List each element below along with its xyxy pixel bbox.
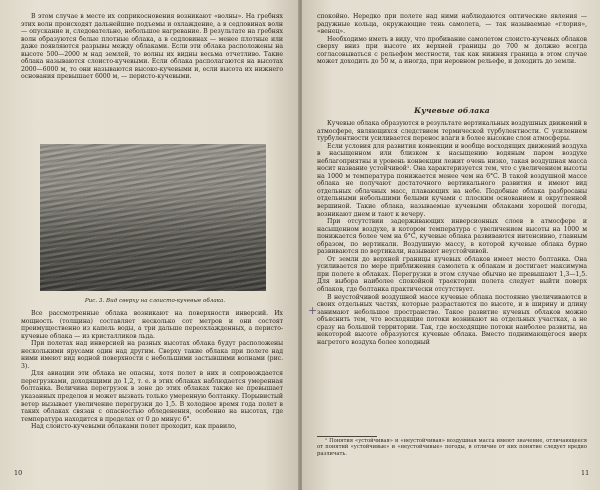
right-section-text xyxy=(317,120,587,346)
section-heading: Кучевые облака xyxy=(414,106,490,115)
right-paragraph: При отсутствии задерживающих инверсионных слоев в атмосфере и насыщенном воздухе, в котором температура с увеличением высоты на 1000 м понижается более чем на 6°С, кучевые облака развиваются интенсивно, главным образом, по вертикали. Воздушную массу, в которой кучевые облака бурно развиваются по вертикали, называют неустойчивой. xyxy=(317,218,587,256)
pencil-mark: + xyxy=(308,304,318,317)
left-paragraph: Все рассмотренные облака возникают на поверхности инверсий. Их мощность (толщина) составляет несколько сот метров и они состоят преимущественно из капель воды, а три дальше переохлажденных, а перисто-кучевые облака — из кристалликов льда. xyxy=(21,310,283,340)
right-page-number: 11 xyxy=(581,469,590,477)
left-paragraph: Для авиации эти облака не опасны, хотя полет в них и сопровождается перегрузками, доходящими до 1,2, т. е. в этих облаках наблюдается умеренная болтанка. Величина перегрузок в зоне до этих облаках также не превышает указанных пределов и может вызвать только умеренную болтанку. Порывистый ветер вызывает увеличение перегрузки до 1,5. В холодное время года полет в таких облаках связан с опасностью обледенения, особенно на высотах, где температура находится в пределах от 0 до минус 6°. xyxy=(21,370,283,423)
left-bottom-text xyxy=(21,310,283,431)
figure-caption: Рис. 3. Вид сверху на слоисто-кучевые облака. xyxy=(84,298,226,304)
footnote-text: ¹ Понятия «устойчивая» и «неустойчивая» воздушная масса имеют значение, отличающееся от понятий «устойчивые» и «неустойчивые» погоды, в отличие от них понятие следует вредно различать. xyxy=(317,438,587,457)
cloud-photo xyxy=(40,144,266,291)
left-paragraph: Над слоисто-кучевыми облаками полет проходит, как правило, xyxy=(31,423,237,431)
left-page-number: 10 xyxy=(14,469,23,477)
footnote xyxy=(317,438,587,457)
right-paragraph: Кучевые облака образуются в результате вертикальных воздушных движений в атмосфере, являющихся следствием термической турбулентности. С усилением турбулентности усиливается перенос влаги в более высокие слои атмосферы. xyxy=(317,120,587,143)
right-page xyxy=(302,0,600,490)
footnote-divider xyxy=(317,436,377,437)
right-paragraph: От земли до верхней границы кучевых облаков имеет место болтанка. Она усиливается по мере приближения самолета к облакам и достигает максимума при полете в облаках. Перегрузки в этом случае обычно не превышают 1,3—1,5. Для выбора наиболее спокойной траектории полета следует выйти поверх облаков, где болтанка практически отсутствует. xyxy=(317,255,587,294)
left-top-paragraph: В этом случае в месте их соприкосновения возникают «волны». На гребнях этих волн происходят дальнейшие подъемы и охлаждение, а в седловинах волн — опускание и, следовательно, небольшое нагревание. В результате на гребнях волн образуются белые плотные облака, а в седловинах — менее плотные или даже появляются разрывы между облаками. Если эти облака расположены на высоте 500—2000 м над землей, то волны их видны весьма отчетливо. Такие облака называются слоисто-кучевыми. Если облака располагаются на высотах 2000—6000 м, то они называются высоко-кучевыми и, если высота их нижнего основания превышает 6000 м, — перисто-кучевыми. xyxy=(21,13,283,81)
left-top-text xyxy=(21,13,283,81)
right-top-text xyxy=(317,13,587,66)
right-paragraph: спокойно. Нередко при полете над ними наблюдаются оптические явления — радужные кольца, окружающие тень самолета, — так называемые «глория», «венец». xyxy=(317,13,587,36)
right-paragraph: Необходимо иметь в виду, что пробивание самолетом слоисто-кучевых облаков сверху вниз при высоте их верхней границы до 700 м должно всегда согласовываться с рельефом местности, так как нижняя граница в этом случае может доходить до 50 м, а иногда, при неровном рельефе, и доходить до земли. xyxy=(317,35,587,66)
right-paragraph: В неустойчивой воздушной массе кучевые облака постоянно увеличиваются в своих отдельных частях, которые разрастаются по высоте, и в ширину и длину занимают небольшое пространство. Такое развитие кучевых облаков можно объяснить тем, что восходящие потоки возникают на отдельных участках, а не сразу на большой территории. Так, где восходящие потоки наиболее развиты, на некоторой высоте образуются кучевые облака. Вместо поднимающегося вверх нагретого воздуха более холодный xyxy=(317,293,587,346)
right-paragraph: Если условия для развития конвекции и вообще восходящих движений воздуха в насыщенном или близком к насыщению водяным паром воздухе неблагоприятны и уровень конвекции лежит очень низко, такая воздушная масса носит название устойчивой¹. Она характеризуется тем, что с увеличением высоты на 1000 м температура понижается менее чем на 6°С. В такой воздушной массе облака не получают достаточного вертикального развития и имеют вид отдельных облачных масс, плавающих на небе. Подобные облака разбросаны отдельными небольшими белыми кучами с плоским основанием и округленной вершиной. Такие облака, называемые кучевыми облаками хорошей погоды, возникают днем и тают к вечеру. xyxy=(317,142,587,218)
left-paragraph: При полетах над инверсией на разных высотах облака будут расположены несколькими ярусами один над другим. Сверху такие облака при полете над ними имеют вид водной поверхности с небольшими застывшими волнами (рис. 3). xyxy=(21,340,283,370)
